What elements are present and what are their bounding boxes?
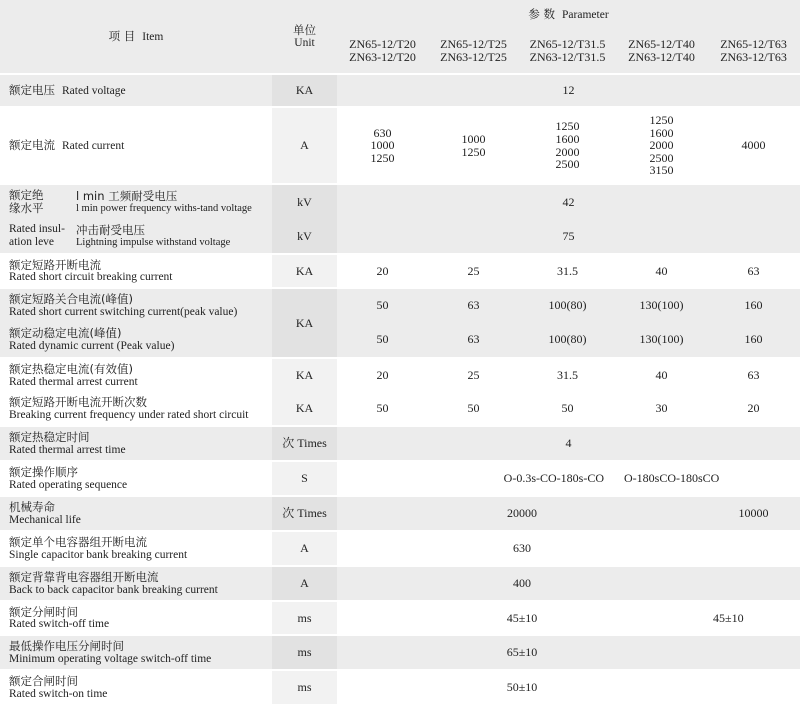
row-peak-switching: [0, 288, 800, 322]
row-thermal-stable: [0, 358, 800, 392]
min-voltage-switch-off-unit: ms: [272, 635, 337, 670]
row-breaking-times: [0, 392, 800, 426]
power-frequency-label: l min 工频耐受电压 l min power frequency withs-tand voltage: [76, 188, 252, 214]
single-capacitor-empty: [707, 531, 800, 566]
short-circuit-breaking-t31-5: 31.5: [557, 263, 578, 278]
unit-header-zh: 单位: [293, 23, 316, 38]
switch-off-time-unit: ms: [272, 601, 337, 635]
switch-on-time-value: 50±10: [506, 680, 538, 695]
thermal-stable-t25: 25: [467, 368, 480, 383]
mechanical-life-label: 机械寿命 Mechanical life: [9, 500, 81, 526]
row-rated-current: [0, 107, 800, 184]
insulation-zh: 额定绝 缘水平: [9, 187, 44, 215]
back-to-back-label: 额定背靠背电容器组开断电流 Back to back capacitor bank breaking current: [9, 570, 218, 596]
breaking-times-label: 额定短路开断电流开断次数 Breaking current frequency under rated short circuit: [9, 395, 249, 421]
unit-header-en: Unit: [294, 36, 315, 49]
row-switch-on-time: [0, 670, 800, 704]
item-header: [0, 0, 272, 74]
parameter-header-zh: 参 数: [528, 6, 556, 21]
dynamic-stable-t31-5: 100(80): [548, 332, 587, 347]
short-circuit-breaking-unit: KA: [272, 254, 337, 288]
short-circuit-breaking-t25: 25: [467, 263, 480, 278]
model-header-t31-5: ZN65-12/T31.5 ZN63-12/T31.5: [519, 29, 616, 74]
rated-current-t40: 1250 1600 2000 2500 3150: [649, 113, 674, 178]
row-mechanical-life: [0, 496, 800, 531]
dynamic-stable-t63: 160: [744, 332, 763, 347]
parameter-header-en: Parameter: [562, 8, 609, 21]
model-header-t40: ZN65-12/T40 ZN63-12/T40: [616, 29, 707, 74]
back-to-back-unit: A: [272, 566, 337, 601]
short-circuit-breaking-t20: 20: [376, 263, 389, 278]
dynamic-stable-t25: 63: [467, 332, 480, 347]
dynamic-stable-label: 额定动稳定电流(峰值) Rated dynamic current (Peak value): [9, 326, 175, 352]
item-header-en: Item: [142, 30, 164, 43]
insulation-inner: [0, 185, 272, 253]
row-switch-off-time: [0, 601, 800, 635]
power-frequency-unit: kV: [272, 184, 337, 220]
row-insulation-power-frequency: [0, 184, 800, 220]
min-voltage-switch-off-value: 65±10: [506, 645, 538, 660]
row-back-to-back: [0, 566, 800, 601]
rated-voltage-value: 12: [562, 83, 575, 98]
lightning-impulse-label: 冲击耐受电压 Lightning impulse withstand voltage: [76, 222, 231, 248]
single-capacitor-value: 630: [513, 541, 531, 556]
peak-switching-t63: 160: [744, 298, 763, 313]
item-header-zh: 项 目: [108, 28, 136, 43]
single-capacitor-unit: A: [272, 531, 337, 566]
thermal-time-unit: 次 Times: [272, 426, 337, 461]
row-thermal-time: [0, 426, 800, 461]
rated-current-t63: 4000: [741, 138, 766, 153]
model-header-t20: ZN65-12/T20 ZN63-12/T20: [337, 29, 428, 74]
switch-on-time-empty: [707, 670, 800, 704]
min-voltage-switch-off-label: 最低操作电压分闸时间 Minimum operating voltage switch-off time: [9, 639, 212, 665]
breaking-times-t25: 50: [467, 401, 480, 416]
mechanical-life-value-right: 10000: [738, 506, 769, 521]
back-to-back-value: 400: [513, 576, 531, 591]
switch-off-time-value-left: 45±10: [506, 610, 538, 625]
switch-on-time-label: 额定合闸时间 Rated switch-on time: [9, 674, 108, 700]
single-capacitor-label: 额定单个电容器组开断电流 Single capacitor bank breaking current: [9, 535, 188, 561]
peak-switching-t20: 50: [376, 298, 389, 313]
rated-current-t31-5: 1250 1600 2000 2500: [555, 119, 580, 172]
thermal-time-value: 4: [565, 436, 572, 451]
short-circuit-breaking-label: 额定短路开断电流 Rated short circuit breaking current: [9, 257, 173, 283]
breaking-times-unit: KA: [272, 392, 337, 426]
row-operating-sequence: [0, 461, 800, 496]
short-circuit-breaking-t63: 63: [747, 263, 760, 278]
thermal-stable-t20: 20: [376, 368, 389, 383]
back-to-back-empty: [707, 566, 800, 601]
operating-sequence-value-right: O-180sCO-180sCO: [624, 471, 720, 486]
dynamic-stable-t20: 50: [376, 332, 389, 347]
thermal-stable-t31-5: 31.5: [557, 368, 578, 383]
short-circuit-breaking-t40: 40: [655, 263, 668, 278]
peak-switching-unit: KA: [272, 288, 337, 358]
mechanical-life-unit: 次 Times: [272, 496, 337, 531]
dynamic-stable-t40: 130(100): [639, 332, 684, 347]
rated-current-label: 额定电流 Rated current: [9, 137, 125, 152]
operating-sequence-value-left: O-0.3s-CO-180s-CO: [503, 471, 604, 486]
rated-voltage-unit: KA: [272, 74, 337, 107]
operating-sequence-unit: S: [272, 461, 337, 496]
peak-switching-t40: 130(100): [639, 298, 684, 313]
unit-header: [272, 0, 337, 74]
row-short-circuit-breaking: [0, 254, 800, 288]
model-header-t63: ZN65-12/T63 ZN63-12/T63: [707, 29, 800, 74]
switch-off-time-label: 额定分闸时间 Rated switch-off time: [9, 604, 110, 630]
peak-switching-t25: 63: [467, 298, 480, 313]
thermal-stable-label: 额定热稳定电流(有效值) Rated thermal arrest current: [9, 362, 138, 388]
insulation-en: Rated insul- ation leve: [9, 223, 65, 248]
insulation-label: [0, 184, 272, 254]
rated-voltage-label: 额定电压 Rated voltage: [9, 82, 126, 97]
lightning-impulse-unit: kV: [272, 220, 337, 254]
breaking-times-t20: 50: [376, 401, 389, 416]
rated-current-t25: 1000 1250: [461, 131, 486, 159]
thermal-time-label: 额定热稳定时间 Rated thermal arrest time: [9, 430, 126, 456]
power-frequency-value: 42: [562, 195, 575, 210]
thermal-stable-t63: 63: [747, 368, 760, 383]
switch-on-time-unit: ms: [272, 670, 337, 704]
peak-switching-t31-5: 100(80): [548, 298, 587, 313]
lightning-impulse-value: 75: [562, 229, 575, 244]
thermal-stable-t40: 40: [655, 368, 668, 383]
switch-off-time-value-right: 45±10: [713, 610, 744, 625]
peak-switching-label: 额定短路关合电流(峰值) Rated short current switching current(peak value): [9, 292, 238, 318]
row-min-voltage-switch-off: [0, 635, 800, 670]
operating-sequence-label: 额定操作顺序 Rated operating sequence: [9, 465, 128, 491]
model-header-t25: ZN65-12/T25 ZN63-12/T25: [428, 29, 519, 74]
row-rated-voltage: [0, 74, 800, 107]
header-row-top: [0, 0, 800, 29]
min-voltage-switch-off-empty: [707, 635, 800, 670]
breaking-times-t63: 20: [747, 401, 760, 416]
thermal-stable-unit: KA: [272, 358, 337, 392]
breaking-times-t40: 30: [655, 401, 668, 416]
parameter-header: [337, 0, 800, 29]
breaking-times-t31-5: 50: [561, 401, 574, 416]
row-dynamic-stable: [0, 322, 800, 358]
mechanical-life-value-left: 20000: [507, 506, 537, 521]
rated-current-unit: A: [272, 107, 337, 184]
row-single-capacitor: [0, 531, 800, 566]
rated-current-t20: 630 1000 1250: [370, 125, 395, 165]
